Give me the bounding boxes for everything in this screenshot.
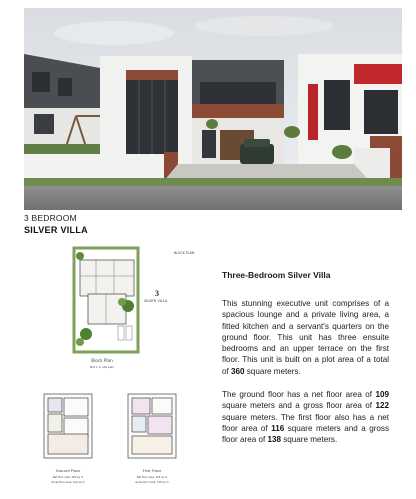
ground-floor-sub-1: Net floor area: 109 sq m [52, 476, 84, 479]
first-gross-area: 138 [267, 435, 281, 445]
block-plan-sub: Plot 1 in site plan [89, 365, 115, 369]
floor-plans-sheet [24, 244, 214, 494]
ground-net-area: 109 [375, 390, 389, 400]
bedrooms-label: 3 BEDROOM [24, 213, 77, 223]
description-paragraph-2: The ground floor has a net floor area of 109 square meters and a gross floor area of 122 square meters. The first floor also has a net floor area of 116 square meters and a gross floor area of 138 square meters. [222, 390, 389, 445]
first-floor-drawing [128, 394, 176, 458]
unit-small-label: SILVER VILLA [144, 299, 168, 303]
ground-floor-sub-2: Gross floor area: 122 sq m [51, 481, 85, 484]
first-net-area: 116 [271, 423, 285, 433]
description-title: Three-Bedroom Silver Villa [222, 270, 331, 280]
unit-number: 3 [155, 289, 159, 298]
first-floor-label: First Floor [142, 468, 162, 473]
block-plan-label: Block Plan [91, 358, 113, 363]
first-floor-sub-1: Net floor area: 116 sq m [136, 476, 168, 479]
ground-floor-label: Ground Floor [55, 468, 81, 473]
description-paragraph-1: This stunning executive unit comprises of a spacious lounge and a private living area, a fitted kitchen and a servant's quarters on the ground floor. This unit has three ensuite bedrooms and an upper terrace on the first floor. This unit is built on a plot area of a total of 360 square meters. [222, 299, 389, 376]
ground-gross-area: 122 [375, 401, 389, 411]
block-plan-drawing [74, 248, 138, 352]
plot-area-value: 360 [231, 366, 245, 376]
villa-name-heading: SILVER VILLA [24, 225, 88, 235]
ground-floor-drawing [44, 394, 92, 458]
description-block [222, 270, 389, 458]
villa-rendering-image [24, 8, 402, 210]
first-floor-sub-2: Gross floor area: 138 sq m [135, 481, 169, 484]
sheet-code: BLOCK PLAN [174, 251, 195, 255]
